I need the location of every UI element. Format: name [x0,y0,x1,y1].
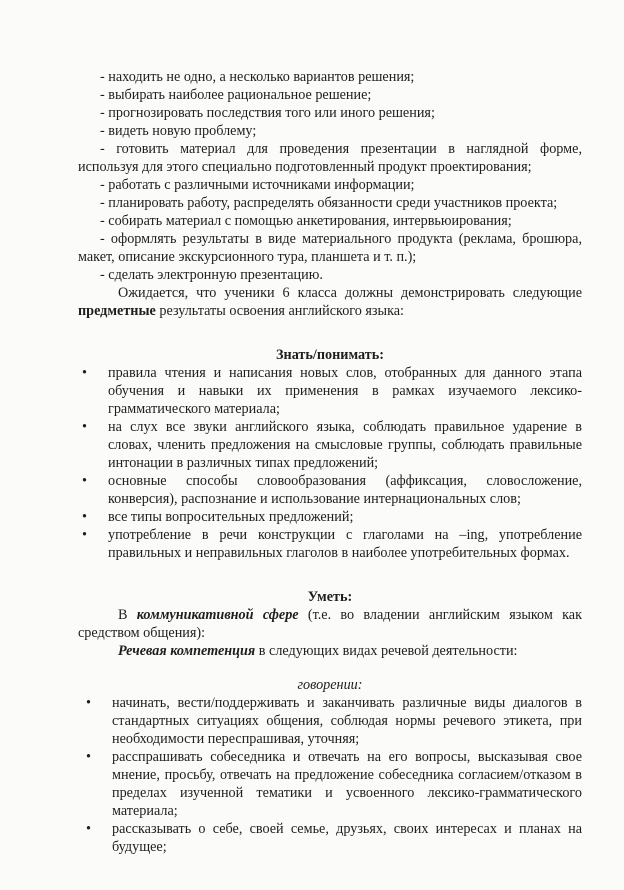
know-item: • правила чтения и написания новых слов, отобранных для данного этапа обучения и навыки их применения в рамках изучаемого лексико-грамматического материала; [78,364,582,418]
dash-item: - работать с различными источниками информации; [100,177,415,193]
speaking-list [78,694,582,856]
expectation-bold-term: предметные [78,303,156,319]
expectation-lead: Ожидается, что ученики 6 класса должны демонстрировать следующие [118,285,582,301]
know-item: • основные способы словообразования (аффиксация, словосложение, конверсия), распознание и использование интернациональных слов; [78,472,582,508]
communicative-emphasis: коммуникативной сфере [136,607,299,623]
dash-item: - сделать электронную презентацию. [100,267,323,283]
page-content [78,68,582,856]
dash-item: - видеть новую проблему; [100,123,257,139]
speech-tail: в следующих видах речевой деятельности: [255,643,518,659]
expectation-paragraph [78,284,582,320]
speaking-heading: говорении: [297,677,363,693]
able-heading: Уметь: [307,589,353,605]
know-item: • употребление в речи конструкции с глаголами на –ing, употребление правильных и неправильных глаголов в наиболее употребительных формах. [78,526,582,562]
communicative-paragraph [78,606,582,642]
dash-item: - прогнозировать последствия того или иного решения; [100,105,435,121]
know-list [78,364,582,562]
know-item: • на слух все звуки английского языка, соблюдать правильное ударение в словах, членить предложения на смысловые группы, соблюдать правильные интонации в различных типах предложений; [78,418,582,472]
dash-item: - оформлять результаты в виде материального продукта (реклама, брошюра, макет, описание экскурсионного тура, планшета и т. п.); [78,231,582,265]
speaking-item: • рассказывать о себе, своей семье, друзьях, своих интересах и планах на будущее; [78,820,582,856]
speech-paragraph [78,642,582,660]
speaking-item: • расспрашивать собеседника и отвечать на его вопросы, высказывая свое мнение, просьбу, отвечать на предложение собеседника согласием/отказом в пределах изученной тематики и усвоенного лексико-грамматического материала; [78,748,582,820]
dash-item: - планировать работу, распределять обязанности среди участников проекта; [100,195,558,211]
dash-item: - собирать материал с помощью анкетирования, интервьюирования; [100,213,512,229]
know-heading: Знать/понимать: [276,347,384,363]
dash-item: - находить не одно, а несколько вариантов решения; [100,69,415,85]
skills-dash-list [78,68,582,284]
dash-item: - готовить материал для проведения презентации в наглядной форме, используя для этого специально подготовленный продукт проектирования; [78,141,582,175]
dash-item: - выбирать наиболее рациональное решение; [100,87,372,103]
communicative-lead: В [118,607,137,623]
communicative-tail: (т.е. во владении английским языком как средством общения): [78,607,582,641]
speech-emphasis: Речевая компетенция [118,643,256,659]
speaking-item: • начинать, вести/поддерживать и заканчивать различные виды диалогов в стандартных ситуациях общения, соблюдая нормы речевого этикета, при необходимости переспрашивая, уточняя; [78,694,582,748]
expectation-tail: результаты освоения английского языка: [155,303,404,319]
know-item: • все типы вопросительных предложений; [78,508,582,526]
